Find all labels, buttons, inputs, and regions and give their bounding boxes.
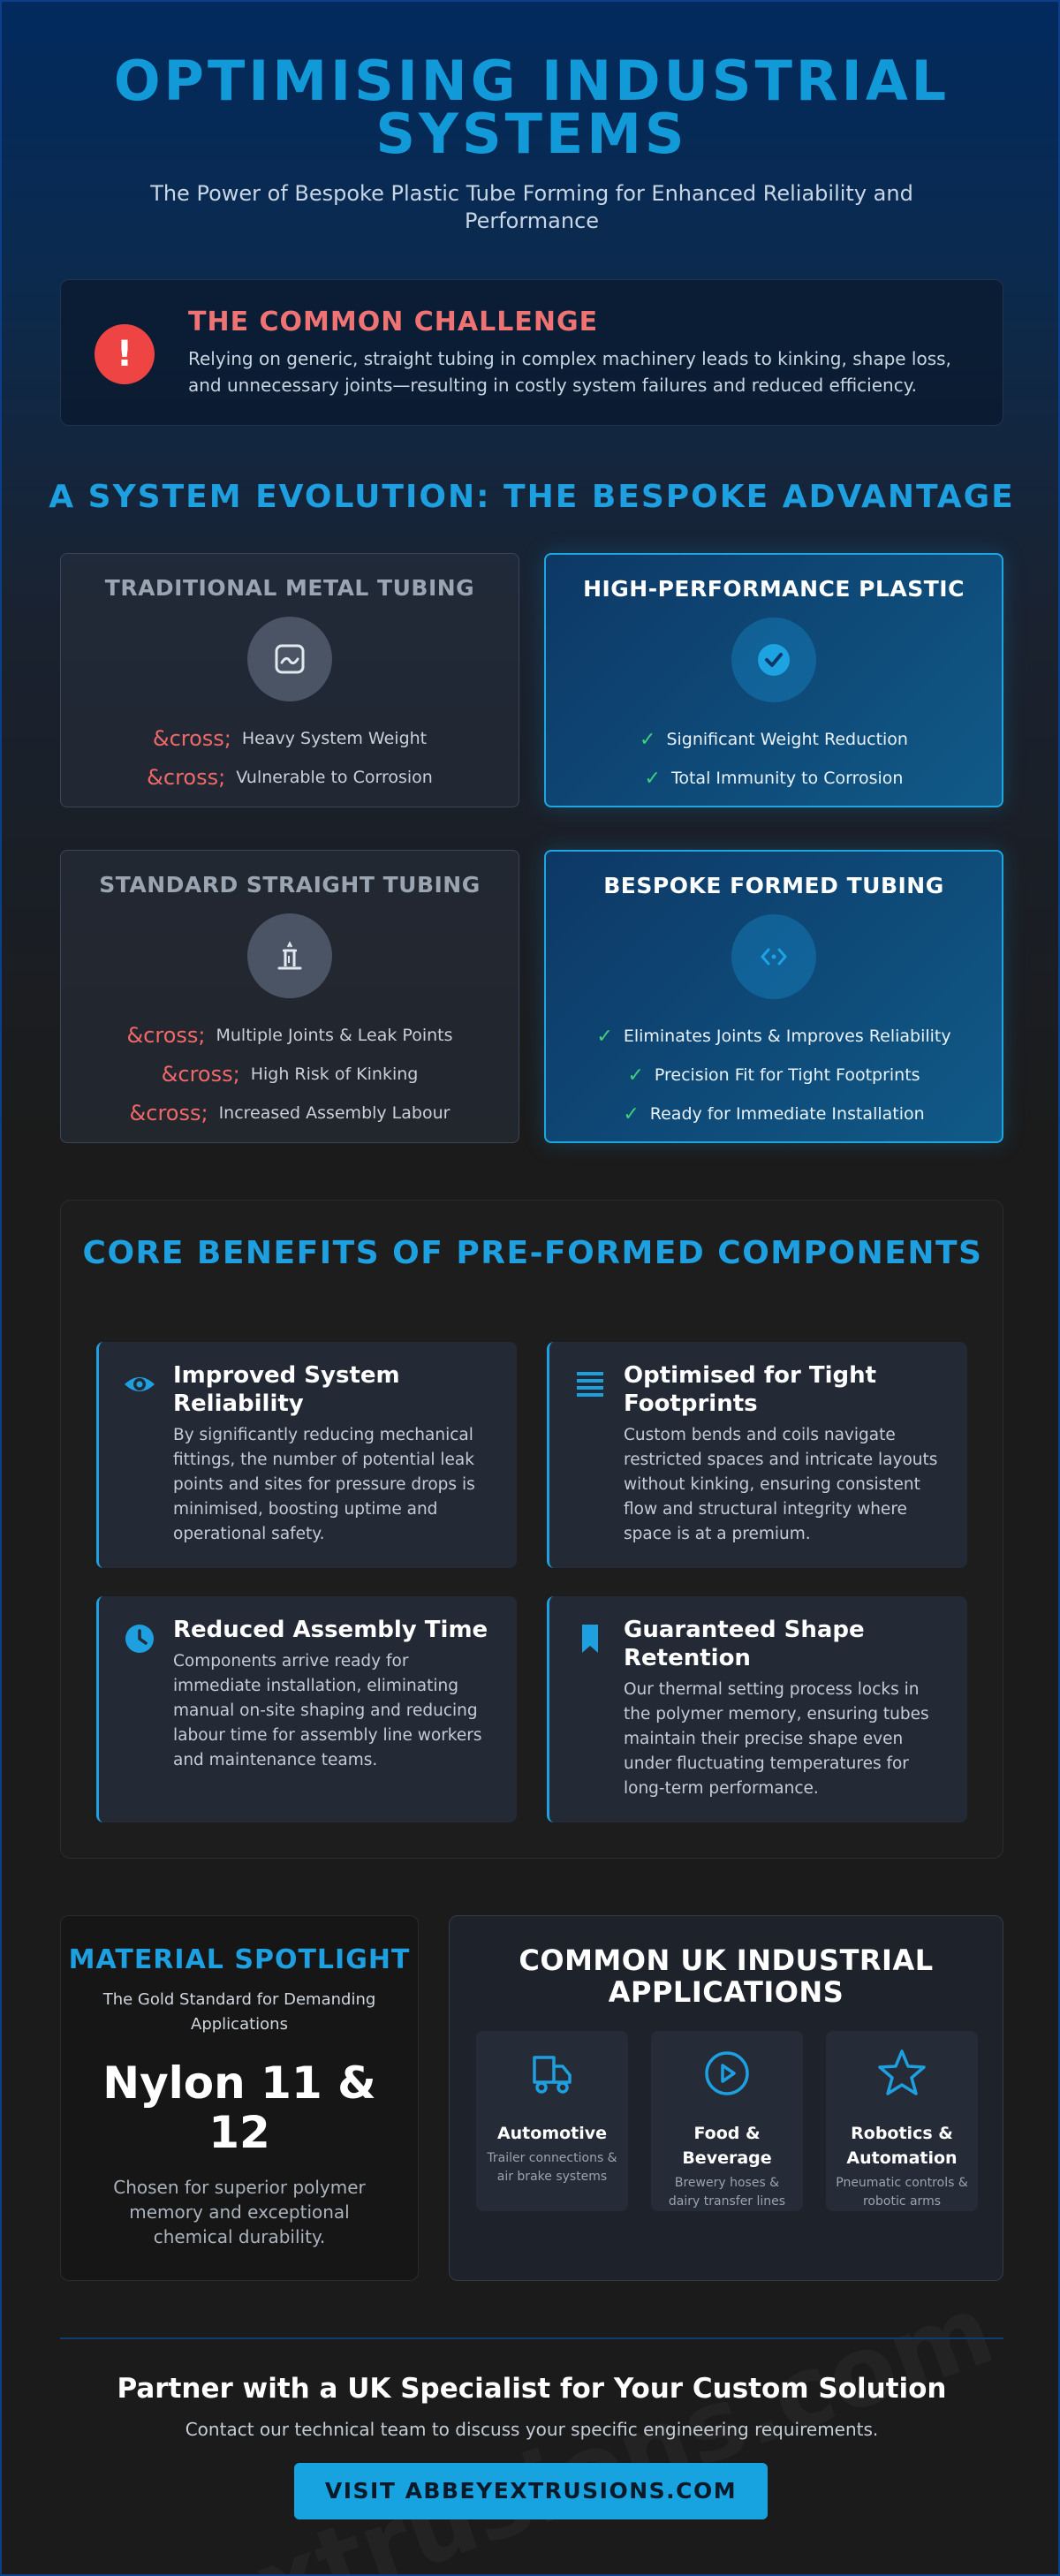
play-circle-icon xyxy=(700,2049,753,2098)
card-title: STANDARD STRAIGHT TUBING xyxy=(99,872,481,898)
benefit-title: Improved System Reliability xyxy=(173,1362,400,1417)
benefit-title: Optimised for Tight Footprints xyxy=(624,1362,877,1417)
comparison-card-bespoke xyxy=(544,850,1003,1143)
page-subtitle: The Power of Bespoke Plastic Tube Forming for Enhanced Reliability and Performance xyxy=(150,181,913,233)
check-mark: ✓ xyxy=(623,1102,640,1125)
check-mark: ✓ xyxy=(640,728,656,751)
header xyxy=(2,49,1060,235)
card-item: High Risk of Kinking xyxy=(250,1064,419,1084)
truck-icon xyxy=(526,2049,579,2098)
benefit-card-reliability xyxy=(96,1342,517,1568)
application-food-beverage xyxy=(651,2031,803,2211)
check-circle-icon xyxy=(731,617,816,702)
spotlight-subtitle: The Gold Standard for Demanding Applications xyxy=(102,1990,376,2034)
spotlight-title: MATERIAL SPOTLIGHT xyxy=(68,1944,411,1975)
star-icon xyxy=(875,2049,928,2098)
application-description: Brewery hoses & dairy transfer lines xyxy=(668,2176,786,2209)
card-item: Increased Assembly Labour xyxy=(218,1103,450,1123)
lines-icon xyxy=(572,1367,608,1402)
application-label: Robotics & Automation xyxy=(846,2124,958,2168)
card-item: Ready for Immediate Installation xyxy=(649,1104,925,1124)
benefit-text: Components arrive ready for immediate installation, eliminating manual on-site shaping and reducing labour time for assembly line workers and maintenance teams. xyxy=(173,1652,482,1769)
card-item: Significant Weight Reduction xyxy=(666,730,908,749)
applications-title: COMMON UK INDUSTRIAL APPLICATIONS xyxy=(519,1943,934,2009)
divider xyxy=(60,2337,1003,2339)
check-mark: ✓ xyxy=(627,1064,644,1087)
card-title: BESPOKE FORMED TUBING xyxy=(603,873,944,898)
applications-panel xyxy=(449,1915,1003,2281)
spotlight-material: Nylon 11 & 12 xyxy=(102,2057,376,2158)
wave-box-icon xyxy=(247,617,332,701)
benefit-card-footprints xyxy=(547,1342,967,1568)
challenge-text: Relying on generic, straight tubing in complex machinery leads to kinking, shape loss, and unnecessary joints—resulting in costly system failures and reduced efficiency. xyxy=(188,348,951,396)
benefit-text: Custom bends and coils navigate restricted spaces and intricate layouts without kinking, ensuring consistent flow and structural integrity where space is at a premium. xyxy=(624,1426,938,1543)
benefit-title: Reduced Assembly Time xyxy=(173,1617,488,1643)
comparison-card-metal xyxy=(60,553,519,807)
application-description: Pneumatic controls & robotic arms xyxy=(836,2176,968,2209)
cross-mark: &cross; xyxy=(129,1101,208,1125)
card-title: HIGH-PERFORMANCE PLASTIC xyxy=(583,576,965,602)
benefits-panel xyxy=(60,1200,1003,1859)
tower-icon xyxy=(247,913,332,998)
challenge-panel xyxy=(60,279,1003,426)
benefit-card-shape xyxy=(547,1596,967,1822)
code-icon xyxy=(731,914,816,999)
card-item: Precision Fit for Tight Footprints xyxy=(654,1065,920,1085)
benefits-title: CORE BENEFITS OF PRE-FORMED COMPONENTS xyxy=(82,1235,983,1271)
card-item: Heavy System Weight xyxy=(241,729,428,748)
clock-icon xyxy=(122,1621,157,1656)
cta-title: Partner with a UK Specialist for Your Custom Solution xyxy=(117,2373,947,2405)
application-description: Trailer connections & air brake systems xyxy=(487,2151,617,2184)
benefit-title: Guaranteed Shape Retention xyxy=(624,1617,865,1671)
benefit-text: By significantly reducing mechanical fittings, the number of potential leak points and sites for pressure drops is minimised, boosting uptime and operational safety. xyxy=(173,1426,475,1543)
application-label: Automotive xyxy=(496,2124,608,2143)
cross-mark: &cross; xyxy=(161,1062,240,1087)
card-item: Total Immunity to Corrosion xyxy=(670,769,904,788)
benefit-card-assembly xyxy=(96,1596,517,1822)
challenge-title: THE COMMON CHALLENGE xyxy=(188,307,599,337)
exclamation-icon: ! xyxy=(95,324,155,384)
application-label: Food & Beverage xyxy=(682,2124,772,2168)
check-mark: ✓ xyxy=(644,767,661,790)
application-robotics xyxy=(826,2031,978,2211)
benefit-text: Our thermal setting process locks in the polymer memory, ensuring tubes maintain their precise shape even under fluctuating temperatures for long-term performance. xyxy=(624,1680,929,1798)
evolution-title: A SYSTEM EVOLUTION: THE BESPOKE ADVANTAGE xyxy=(49,479,1015,515)
check-mark: ✓ xyxy=(596,1025,613,1048)
card-title: TRADITIONAL METAL TUBING xyxy=(104,575,475,601)
comparison-card-straight xyxy=(60,850,519,1143)
visit-website-button[interactable]: VISIT ABBEYEXTRUSIONS.COM xyxy=(294,2463,768,2519)
page-title: OPTIMISING INDUSTRIAL SYSTEMS xyxy=(113,49,950,166)
application-automotive xyxy=(476,2031,628,2211)
cross-mark: &cross; xyxy=(147,765,226,790)
bookmark-icon xyxy=(572,1621,608,1656)
cross-mark: &cross; xyxy=(126,1023,206,1048)
material-spotlight xyxy=(60,1915,419,2281)
cross-mark: &cross; xyxy=(152,726,231,751)
comparison-card-plastic xyxy=(544,553,1003,807)
card-item: Vulnerable to Corrosion xyxy=(236,768,433,787)
card-item: Multiple Joints & Leak Points xyxy=(216,1026,453,1045)
spotlight-description: Chosen for superior polymer memory and exceptional chemical durability. xyxy=(113,2177,366,2247)
card-item: Eliminates Joints & Improves Reliability xyxy=(623,1027,951,1046)
eye-icon xyxy=(122,1367,157,1402)
cta-text: Contact our technical team to discuss your specific engineering requirements. xyxy=(185,2419,879,2440)
